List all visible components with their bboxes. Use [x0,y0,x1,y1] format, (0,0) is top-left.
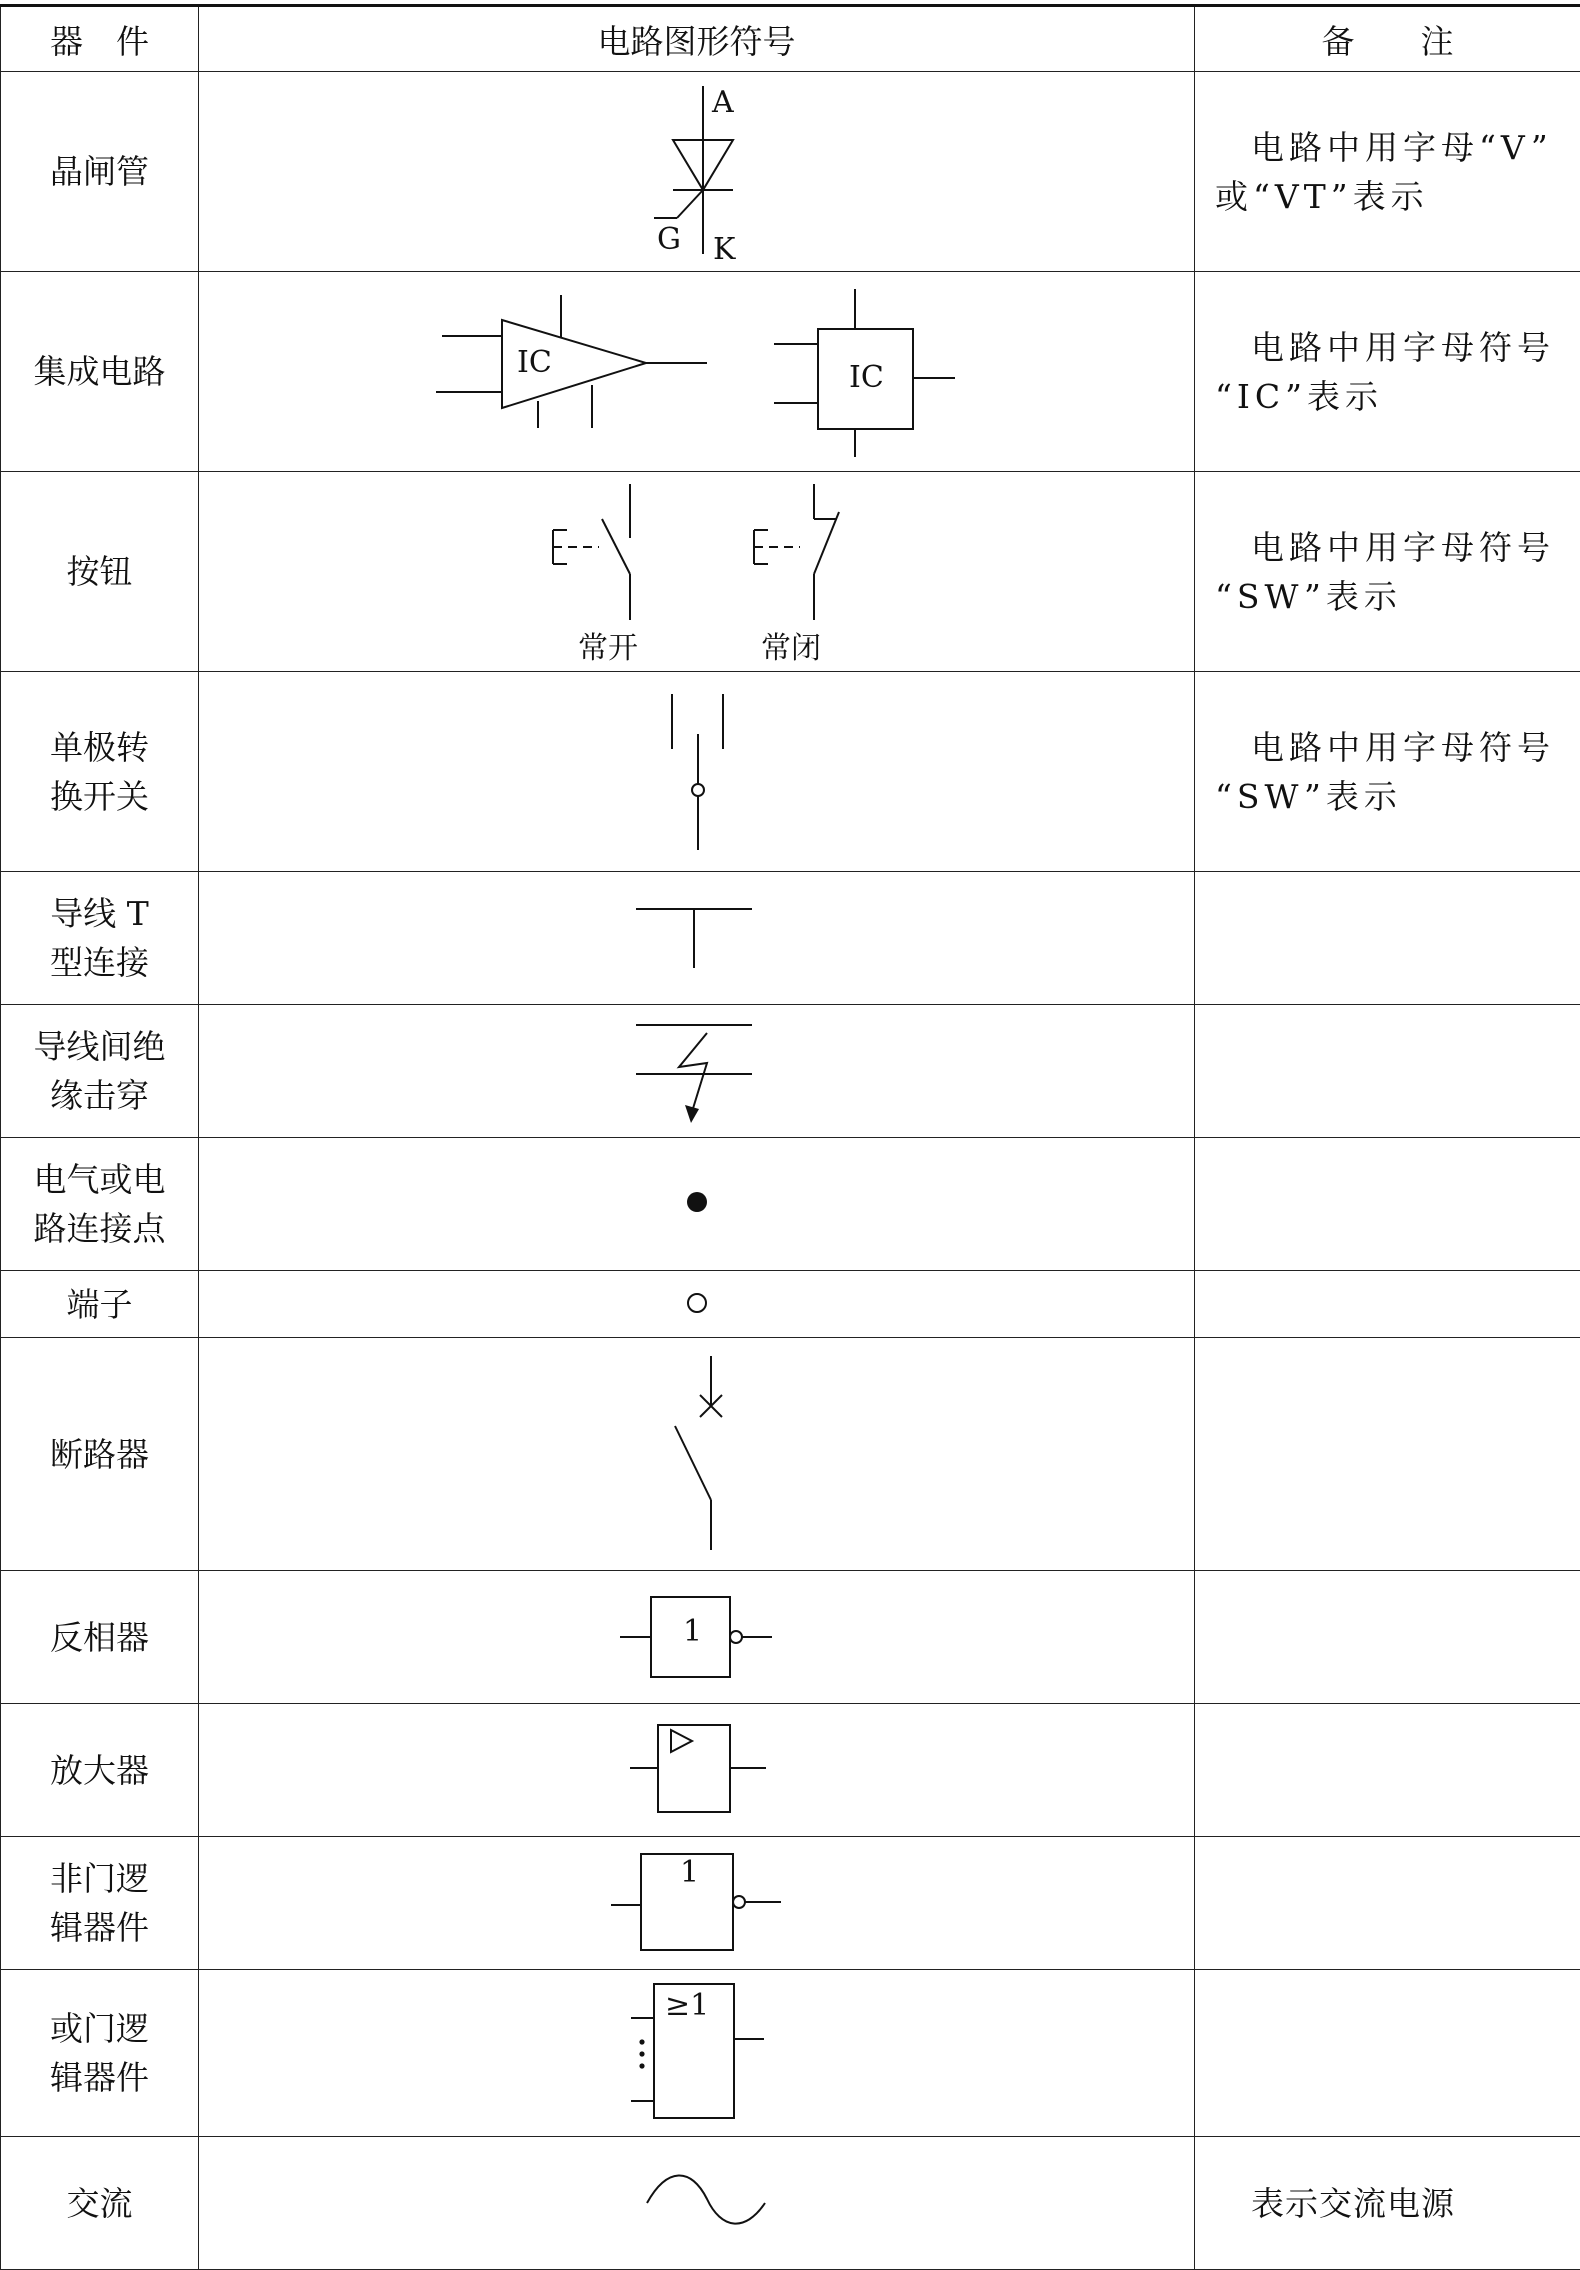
note-cell [1195,1271,1580,1338]
lightning-breakdown-icon [199,1005,1195,1137]
inverter-icon [199,1571,1195,1703]
connection-point-symbol [199,1138,1195,1271]
spdt-switch-icon [199,672,1195,871]
table-row [1,1005,1580,1138]
pushbutton-icon [199,472,1195,671]
device-name: 导线间绝 缘击穿 [1,1005,199,1138]
breakdown-symbol [199,1005,1195,1138]
label-g: G [657,222,681,257]
note-cell: 表示交流电源 [1195,2137,1580,2270]
note-cell [1195,1837,1580,1970]
table-row [1,1138,1580,1271]
circuit-breaker-icon [199,1338,1195,1570]
not-gate-icon [199,1837,1195,1969]
button-symbol [199,472,1195,672]
table-row [1,872,1580,1005]
device-name: 或门逻 辑器件 [1,1970,199,2137]
table-row [1,1571,1580,1704]
table-row [1,1271,1580,1338]
note-cell: 电路中用字母符号 “SW”表示 [1195,672,1580,872]
thyristor-icon [199,72,1195,271]
note-cell [1195,1005,1580,1138]
open-circle-icon [199,1271,1195,1337]
filled-dot-icon [199,1138,1195,1270]
label-one: 1 [680,1855,699,1890]
label-ic-box: IC [849,360,884,395]
device-name: 集成电路 [1,272,199,472]
symbol-table [0,4,1580,2270]
table-row [1,1970,1580,2137]
label-one: 1 [683,1614,702,1649]
device-name: 断路器 [1,1338,199,1571]
table-row [1,1704,1580,1837]
breaker-symbol [199,1338,1195,1571]
label-ic-triangle: IC [517,345,552,380]
table-row [1,672,1580,872]
header-row [1,6,1580,72]
note-cell [1195,1571,1580,1704]
device-name: 电气或电 路连接点 [1,1138,199,1271]
note-cell [1195,1138,1580,1271]
or-gate-icon [199,1970,1195,2136]
thyristor-symbol [199,72,1195,272]
inverter-symbol [199,1571,1195,1704]
sine-wave-icon [199,2137,1195,2269]
or-gate-symbol [199,1970,1195,2137]
table-row [1,2137,1580,2270]
note-cell [1195,1338,1580,1571]
t-junction-symbol [199,872,1195,1005]
label-ge-one: ≥1 [665,1988,709,2023]
label-a: A [711,85,734,120]
t-junction-icon [199,872,1195,1004]
note-cell [1195,1704,1580,1837]
table-row [1,472,1580,672]
amplifier-symbol [199,1704,1195,1837]
ac-symbol [199,2137,1195,2270]
note-cell: 电路中用字母符号 “IC”表示 [1195,272,1580,472]
device-name: 导线 T 型连接 [1,872,199,1005]
device-name: 端子 [1,1271,199,1338]
not-gate-symbol [199,1837,1195,1970]
header-device: 器 件 [1,6,199,72]
device-name: 放大器 [1,1704,199,1837]
ic-icon [199,272,1195,471]
note-cell [1195,872,1580,1005]
device-name: 按钮 [1,472,199,672]
device-name: 反相器 [1,1571,199,1704]
device-name: 非门逻 辑器件 [1,1837,199,1970]
amplifier-icon [199,1704,1195,1836]
table-row [1,72,1580,272]
ic-symbol [199,272,1195,472]
table-row [1,272,1580,472]
spdt-switch-symbol [199,672,1195,872]
terminal-symbol [199,1271,1195,1338]
label-normally-closed: 常闭 [761,631,821,666]
device-name: 单极转 换开关 [1,672,199,872]
note-cell: 电路中用字母“V” 或“VT”表示 [1195,72,1580,272]
note-cell [1195,1970,1580,2137]
note-cell: 电路中用字母符号 “SW”表示 [1195,472,1580,672]
label-k: K [713,232,736,267]
header-note: 备 注 [1195,6,1580,72]
table-row [1,1837,1580,1970]
header-symbol: 电路图形符号 [199,6,1195,72]
table-row [1,1338,1580,1571]
device-name: 晶闸管 [1,72,199,272]
device-name: 交流 [1,2137,199,2270]
label-normally-open: 常开 [578,631,638,666]
